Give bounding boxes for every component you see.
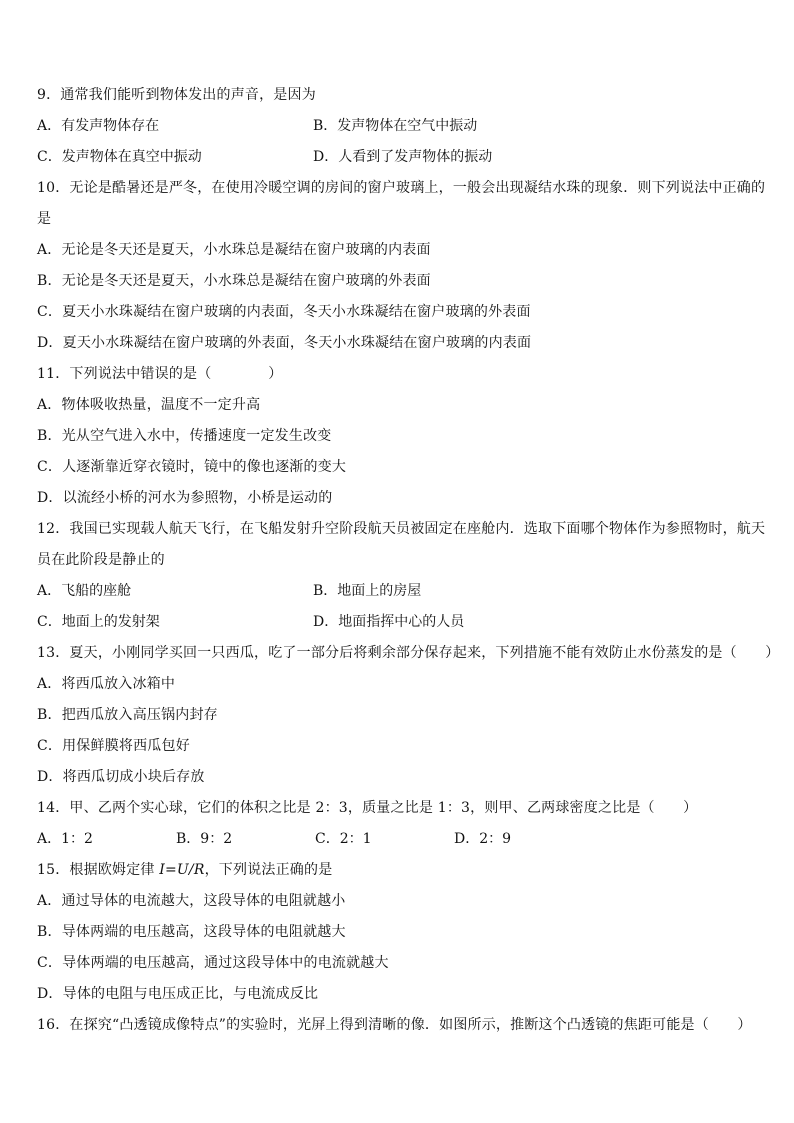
option-b[interactable]: B．把西瓜放入高压锅内封存 — [37, 707, 218, 723]
options-row — [37, 824, 757, 855]
question-stem: 13．夏天，小刚同学买回一只西瓜，吃了一部分后将剩余部分保存起来，下列措施不能有效防止水份蒸发的是（ ） — [37, 645, 780, 661]
question-stem: 12．我国已实现载人航天飞行，在飞船发射升空阶段航天员被固定在座舱内．选取下面哪个物体作为参照物时，航天 — [37, 521, 766, 537]
ohms-law-formula: I=U/R — [159, 862, 205, 878]
option-c[interactable]: C．地面上的发射架 — [37, 614, 160, 630]
question-stem: 11．下列说法中错误的是（ ） — [37, 366, 283, 382]
options-row — [37, 607, 757, 638]
question-stem: 16．在探究“凸透镜成像特点”的实验时，光屏上得到清晰的像．如图所示，推断这个凸透镜的焦距可能是（ ） — [37, 1017, 752, 1033]
question-stem-prefix: 15．根据欧姆定律 — [37, 862, 160, 878]
question-12 — [37, 514, 766, 638]
option-c[interactable]: C．人逐渐靠近穿衣镜时，镜中的像也逐渐的变大 — [37, 459, 347, 475]
question-stem-continued: 是 — [37, 211, 52, 227]
option-a[interactable]: A．无论是冬天还是夏天，小水珠总是凝结在窗户玻璃的内表面 — [37, 242, 431, 258]
option-a[interactable]: A．物体吸收热量，温度不一定升高 — [37, 397, 261, 413]
option-d[interactable]: D．将西瓜切成小块后存放 — [37, 769, 205, 785]
question-stem: 10．无论是酷暑还是严冬，在使用冷暖空调的房间的窗户玻璃上，一般会出现凝结水珠的现象．则下列说法中正确的 — [37, 180, 766, 196]
option-b[interactable]: B．光从空气进入水中，传播速度一定发生改变 — [37, 428, 332, 444]
option-a[interactable]: A．通过导体的电流越大，这段导体的电阻就越小 — [37, 893, 346, 909]
question-13 — [37, 638, 780, 793]
question-stem — [37, 855, 757, 886]
option-b[interactable]: B．9：2 — [176, 831, 233, 847]
options-row — [37, 142, 757, 173]
option-d[interactable]: D．夏天小水珠凝结在窗户玻璃的外表面，冬天小水珠凝结在窗户玻璃的内表面 — [37, 335, 532, 351]
question-15 — [37, 855, 757, 1010]
option-c[interactable]: C．2：1 — [315, 831, 372, 847]
option-a[interactable]: A．将西瓜放入冰箱中 — [37, 676, 176, 692]
option-d[interactable]: D．人看到了发声物体的振动 — [313, 149, 493, 165]
question-9 — [37, 80, 757, 173]
option-d[interactable]: D．2：9 — [454, 831, 512, 847]
option-b[interactable]: B．导体两端的电压越高，这段导体的电阻就越大 — [37, 924, 346, 940]
option-d[interactable]: D．导体的电阻与电压成正比，与电流成反比 — [37, 986, 319, 1002]
exam-page — [37, 80, 780, 1041]
option-d[interactable]: D．地面指挥中心的人员 — [313, 614, 465, 630]
question-stem: 14．甲、乙两个实心球，它们的体积之比是 2：3，质量之比是 1：3，则甲、乙两球密度之比是（ ） — [37, 800, 698, 816]
question-stem: 9．通常我们能听到物体发出的声音，是因为 — [37, 87, 316, 103]
question-10 — [37, 173, 766, 359]
question-16 — [37, 1010, 757, 1041]
option-a[interactable]: A．飞船的座舱 — [37, 583, 132, 599]
question-11 — [37, 359, 757, 514]
option-b[interactable]: B．发声物体在空气中振动 — [313, 118, 478, 134]
question-14 — [37, 793, 757, 855]
option-c[interactable]: C．用保鲜膜将西瓜包好 — [37, 738, 190, 754]
option-d[interactable]: D．以流经小桥的河水为参照物，小桥是运动的 — [37, 490, 333, 506]
option-b[interactable]: B．无论是冬天还是夏天，小水珠总是凝结在窗户玻璃的外表面 — [37, 273, 431, 289]
options-row — [37, 111, 757, 142]
option-b[interactable]: B．地面上的房屋 — [313, 583, 422, 599]
option-c[interactable]: C．发声物体在真空中振动 — [37, 149, 202, 165]
option-a[interactable]: A．1：2 — [37, 831, 93, 847]
option-a[interactable]: A．有发声物体存在 — [37, 118, 160, 134]
options-row — [37, 576, 757, 607]
option-c[interactable]: C．导体两端的电压越高，通过这段导体中的电流就越大 — [37, 955, 389, 971]
question-stem-continued: 员在此阶段是静止的 — [37, 552, 165, 568]
question-stem-suffix: ，下列说法正确的是 — [204, 862, 333, 878]
option-c[interactable]: C．夏天小水珠凝结在窗户玻璃的内表面，冬天小水珠凝结在窗户玻璃的外表面 — [37, 304, 531, 320]
